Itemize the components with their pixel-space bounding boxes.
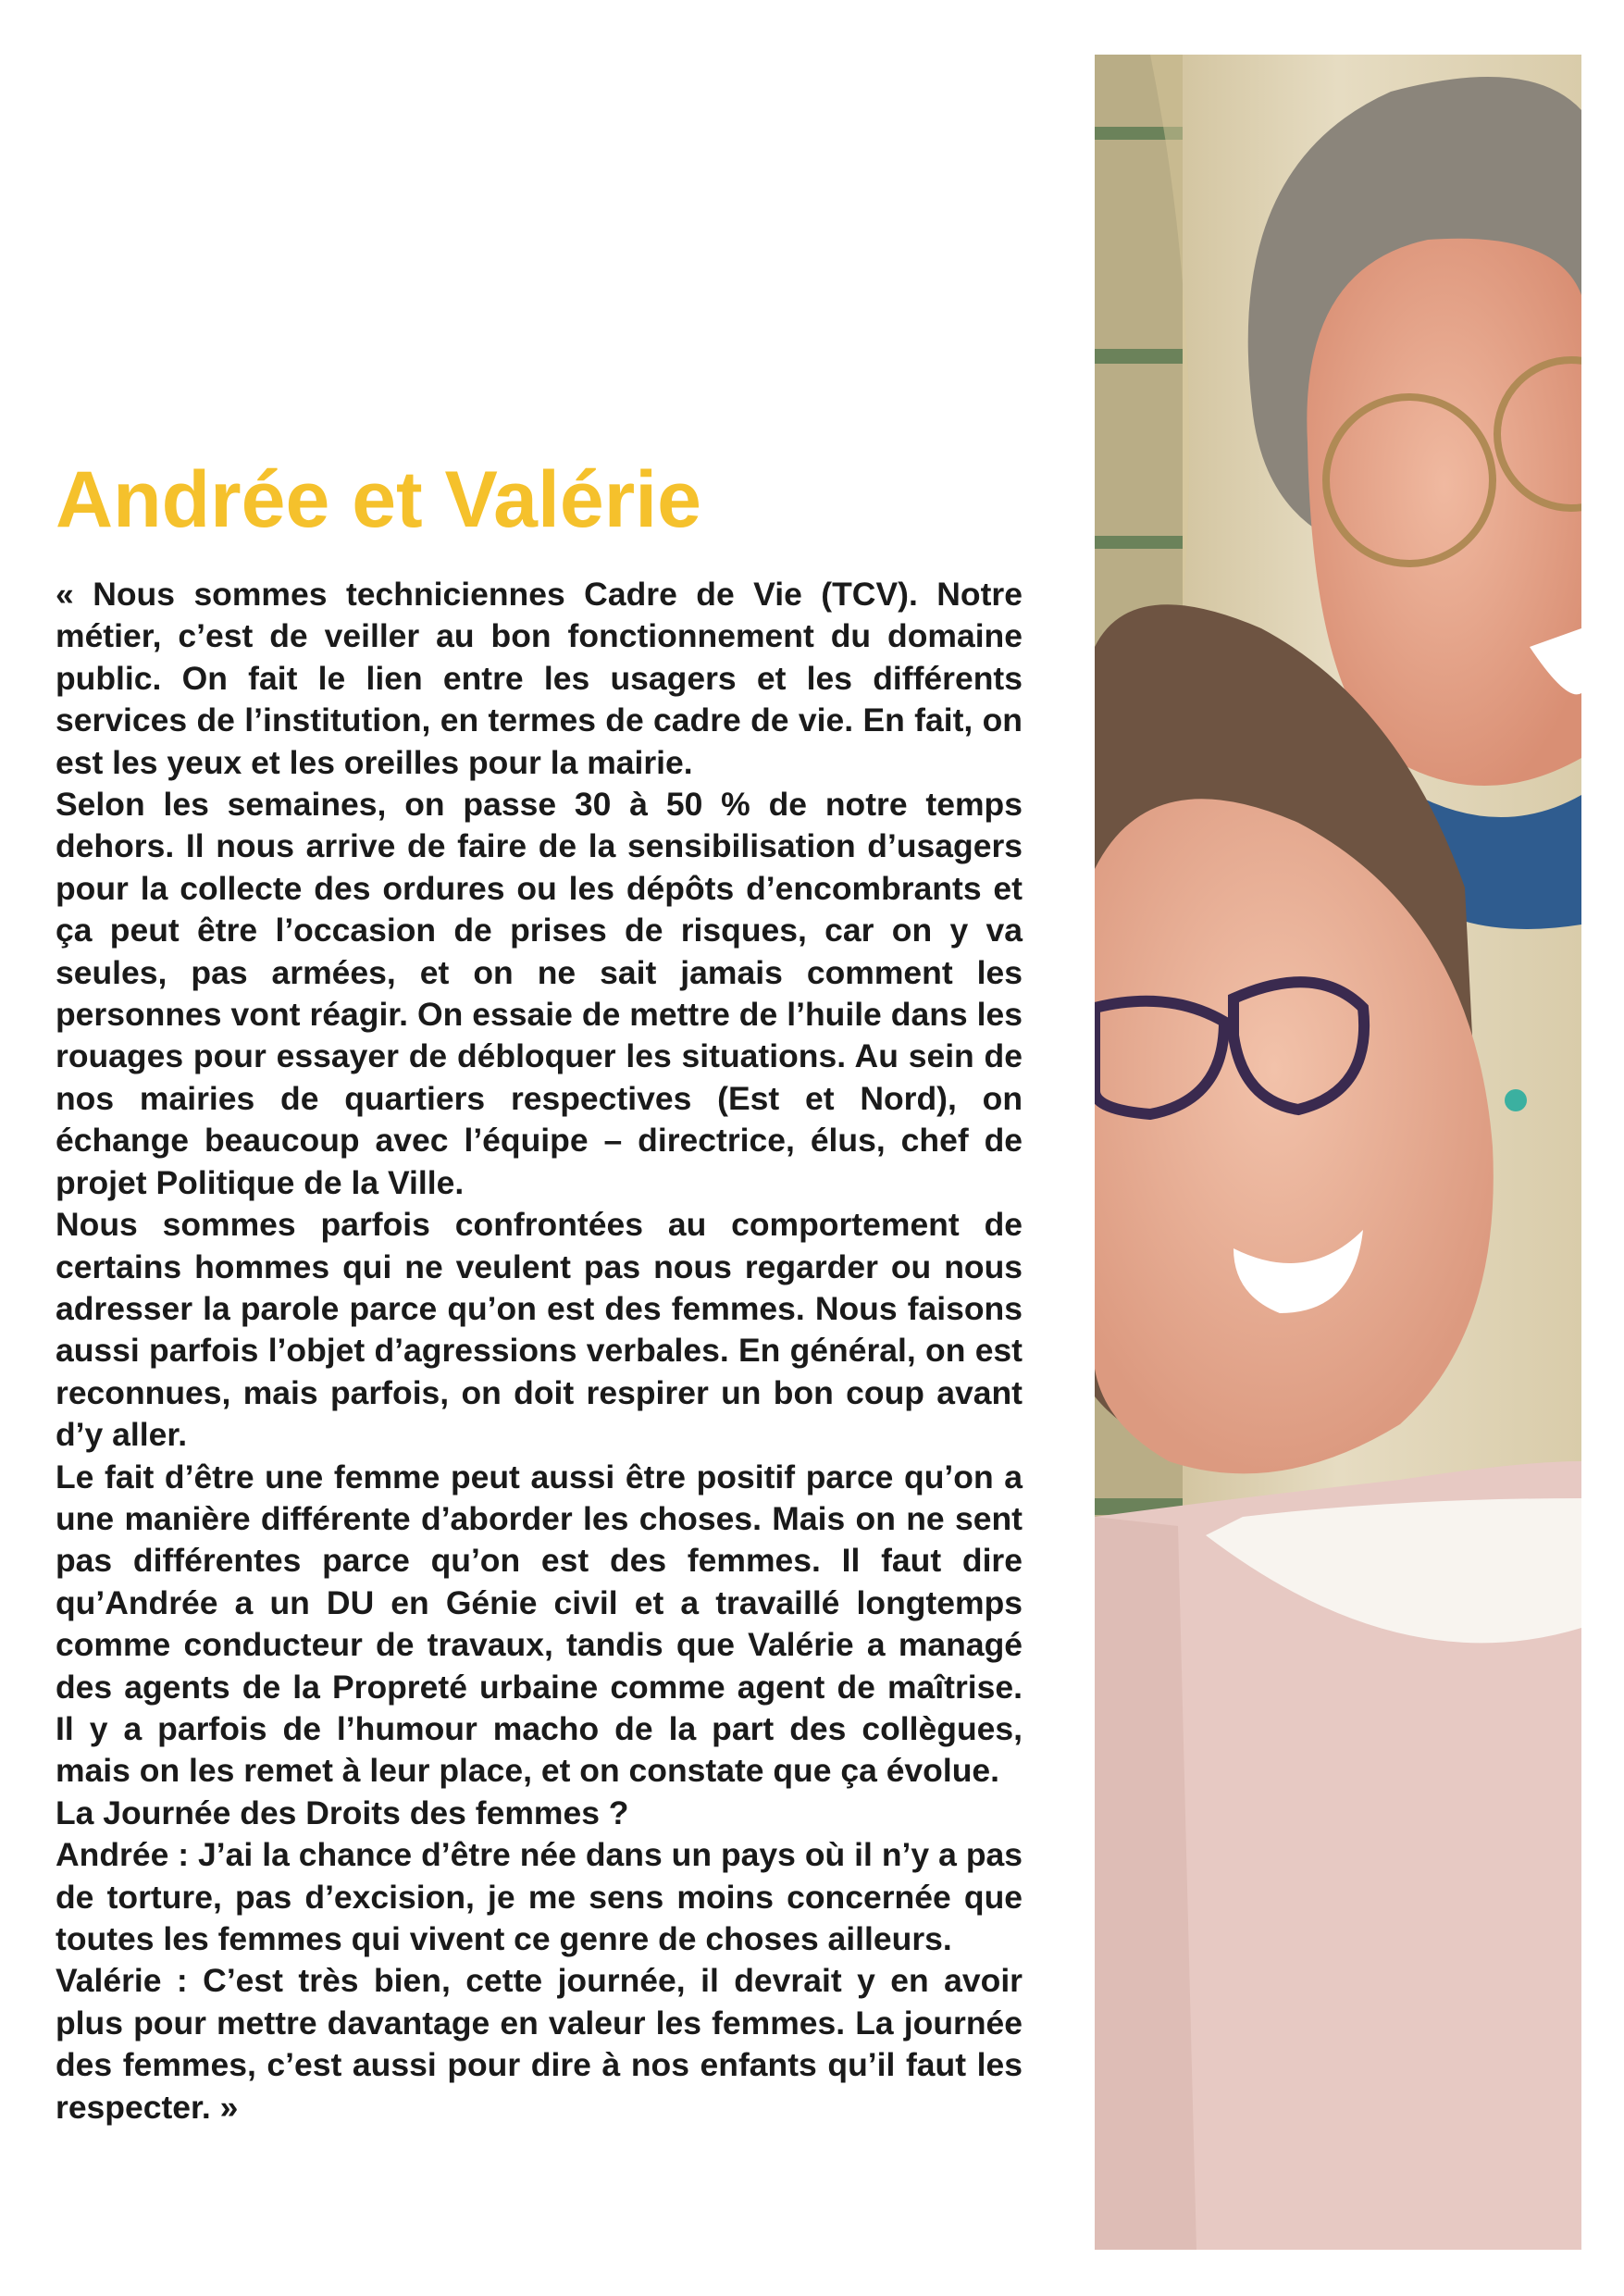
article-title: Andrée et Valérie — [56, 455, 701, 544]
paragraph-question: La Journée des Droits des femmes ? — [56, 1793, 629, 1831]
portrait-photo — [1095, 55, 1581, 2250]
paragraph-valerie: Valérie : C’est très bien, cette journée, il devrait y en avoir plus pour mettre davantage en valeur les femmes. La journée des femmes, c’est aussi pour dire à nos enfants qu’il faut les respecter. » — [56, 1962, 1023, 2126]
paragraph-positive: Le fait d’être une femme peut aussi être positif parce qu’on a une manière différente d’aborder les choses. Mais on ne sent pas différentes parce qu’on est des femmes. Il faut dire qu’Andrée a un DU en Génie civil et a travaillé longtemps comme conducteur de travaux, tandis que Valérie a managé des agents de la Propreté urbaine comme agent de maîtrise. Il y a parfois de l’humour macho de la part des collègues, mais on les remet à leur place, et on constate que ça évolue. — [56, 1458, 1023, 1790]
portrait-photo-icon — [1095, 55, 1581, 2250]
paragraph-confrontation: Nous sommes parfois confrontées au comportement de certains hommes qui ne veulent pas nous regarder ou nous adresser la parole parce qu’on est des femmes. Nous faisons aussi parfois l’objet d’agressions verbales. En général, on est reconnues, mais parfois, on doit respirer un bon coup avant d’y aller. — [56, 1206, 1023, 1454]
paragraph-intro: « Nous sommes techniciennes Cadre de Vie (TCV). Notre métier, c’est de veiller au bon fonctionnement du domaine public. On fait le lien entre les usagers et les différents services de l’institution, en termes de cadre de vie. En fait, on est les yeux et les oreilles pour la mairie. — [56, 576, 1023, 781]
paragraph-work: Selon les semaines, on passe 30 à 50 % de notre temps dehors. Il nous arrive de faire de la sensibilisation d’usagers pour la collecte des ordures ou les dépôts d’encombrants et ça peut être l’occasion de prises de risques, car on y va seules, pas armées, et on ne sait jamais comment les personnes vont réagir. On essaie de mettre de l’huile dans les rouages pour essayer de débloquer les situations. Au sein de nos mairies de quartiers respectives (Est et Nord), on échange beaucoup avec l’équipe – directrice, élus, chef de projet Politique de la Ville. — [56, 786, 1023, 1201]
article-body — [56, 574, 1023, 2128]
paragraph-andree: Andrée : J’ai la chance d’être née dans un pays où il n’y a pas de torture, pas d’excision, je me sens moins concernée que toutes les femmes qui vivent ce genre de choses ailleurs. — [56, 1836, 1023, 1957]
